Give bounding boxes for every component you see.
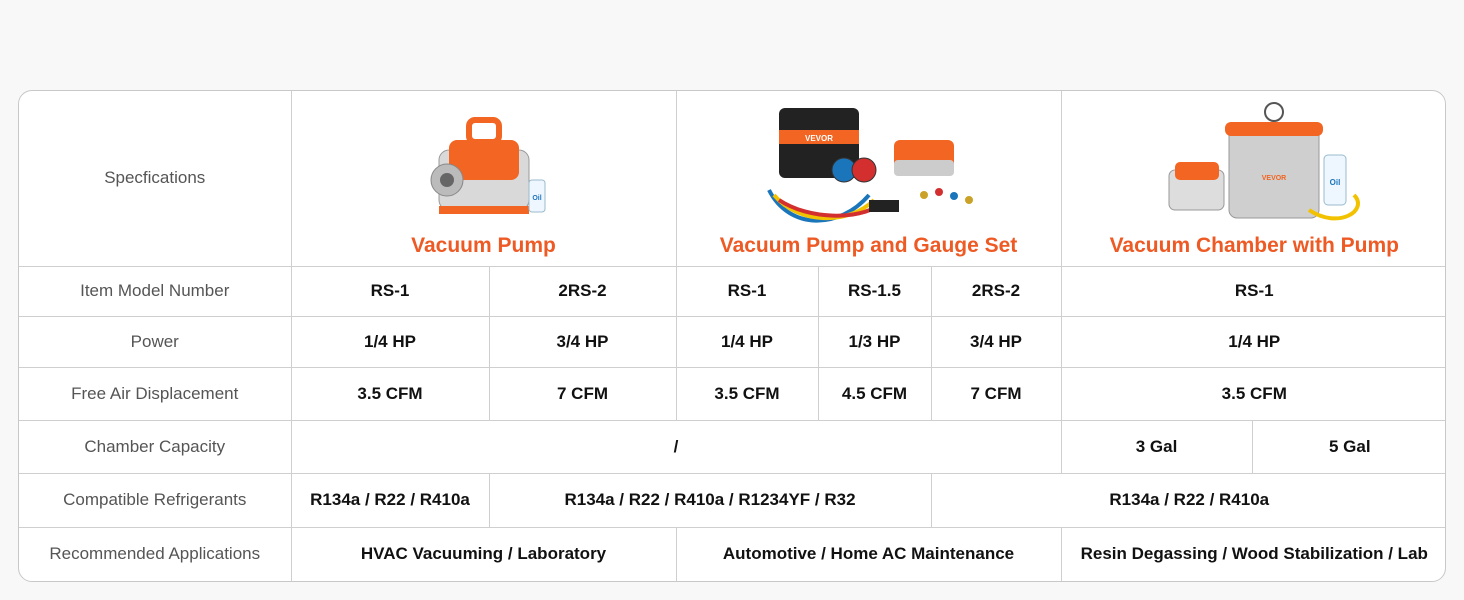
- row-label-capacity: Chamber Capacity: [19, 420, 291, 473]
- product-title: Vacuum Chamber with Pump: [1109, 233, 1399, 257]
- power-cell: 1/4 HP: [676, 316, 818, 367]
- product-vacuum-chamber: [1061, 91, 1446, 266]
- product-title: Vacuum Pump: [411, 233, 556, 257]
- capacity-cell: 3 Gal: [1061, 420, 1252, 473]
- capacity-cell: 5 Gal: [1252, 420, 1446, 473]
- displacement-cell: 3.5 CFM: [1061, 367, 1446, 420]
- power-cell: 1/4 HP: [291, 316, 489, 367]
- vacuum-pump-icon: [409, 110, 559, 230]
- row-label-power: Power: [19, 316, 291, 367]
- product-vacuum-pump: [291, 91, 676, 266]
- row-label-model: Item Model Number: [19, 266, 291, 316]
- svg-text:VEVOR: VEVOR: [804, 133, 833, 143]
- svg-text:Oil: Oil: [531, 194, 542, 202]
- applications-cell: Automotive / Home AC Maintenance: [676, 527, 1061, 581]
- refrigerants-cell: R134a / R22 / R410a / R1234YF / R32: [489, 473, 931, 527]
- gauge-set-kit-icon: [749, 100, 989, 230]
- comparison-table: [18, 90, 1446, 582]
- power-cell: 3/4 HP: [931, 316, 1061, 367]
- model-cell: RS-1: [676, 266, 818, 316]
- model-cell: 2RS-2: [489, 266, 676, 316]
- row-label-refrigerants: Compatible Refrigerants: [19, 473, 291, 527]
- model-cell: 2RS-2: [931, 266, 1061, 316]
- applications-cell: Resin Degassing / Wood Stabilization / Lab: [1061, 527, 1446, 581]
- capacity-cell: /: [291, 420, 1061, 473]
- vacuum-chamber-icon: [1139, 100, 1369, 230]
- power-cell: 3/4 HP: [489, 316, 676, 367]
- refrigerants-cell: R134a / R22 / R410a: [291, 473, 489, 527]
- svg-text:Oil: Oil: [1329, 177, 1341, 187]
- product-title: Vacuum Pump and Gauge Set: [719, 233, 1018, 257]
- product-gauge-set: [676, 91, 1061, 266]
- displacement-cell: 7 CFM: [931, 367, 1061, 420]
- refrigerants-cell: R134a / R22 / R410a: [931, 473, 1446, 527]
- displacement-cell: 3.5 CFM: [676, 367, 818, 420]
- power-cell: 1/4 HP: [1061, 316, 1446, 367]
- row-label-displacement: Free Air Displacement: [19, 367, 291, 420]
- spec-header: Specfications: [19, 91, 291, 266]
- svg-text:VEVOR: VEVOR: [1262, 174, 1287, 182]
- model-cell: RS-1: [1061, 266, 1446, 316]
- model-cell: RS-1: [291, 266, 489, 316]
- power-cell: 1/3 HP: [818, 316, 931, 367]
- displacement-cell: 3.5 CFM: [291, 367, 489, 420]
- displacement-cell: 7 CFM: [489, 367, 676, 420]
- displacement-cell: 4.5 CFM: [818, 367, 931, 420]
- applications-cell: HVAC Vacuuming / Laboratory: [291, 527, 676, 581]
- model-cell: RS-1.5: [818, 266, 931, 316]
- row-label-applications: Recommended Applications: [19, 527, 291, 581]
